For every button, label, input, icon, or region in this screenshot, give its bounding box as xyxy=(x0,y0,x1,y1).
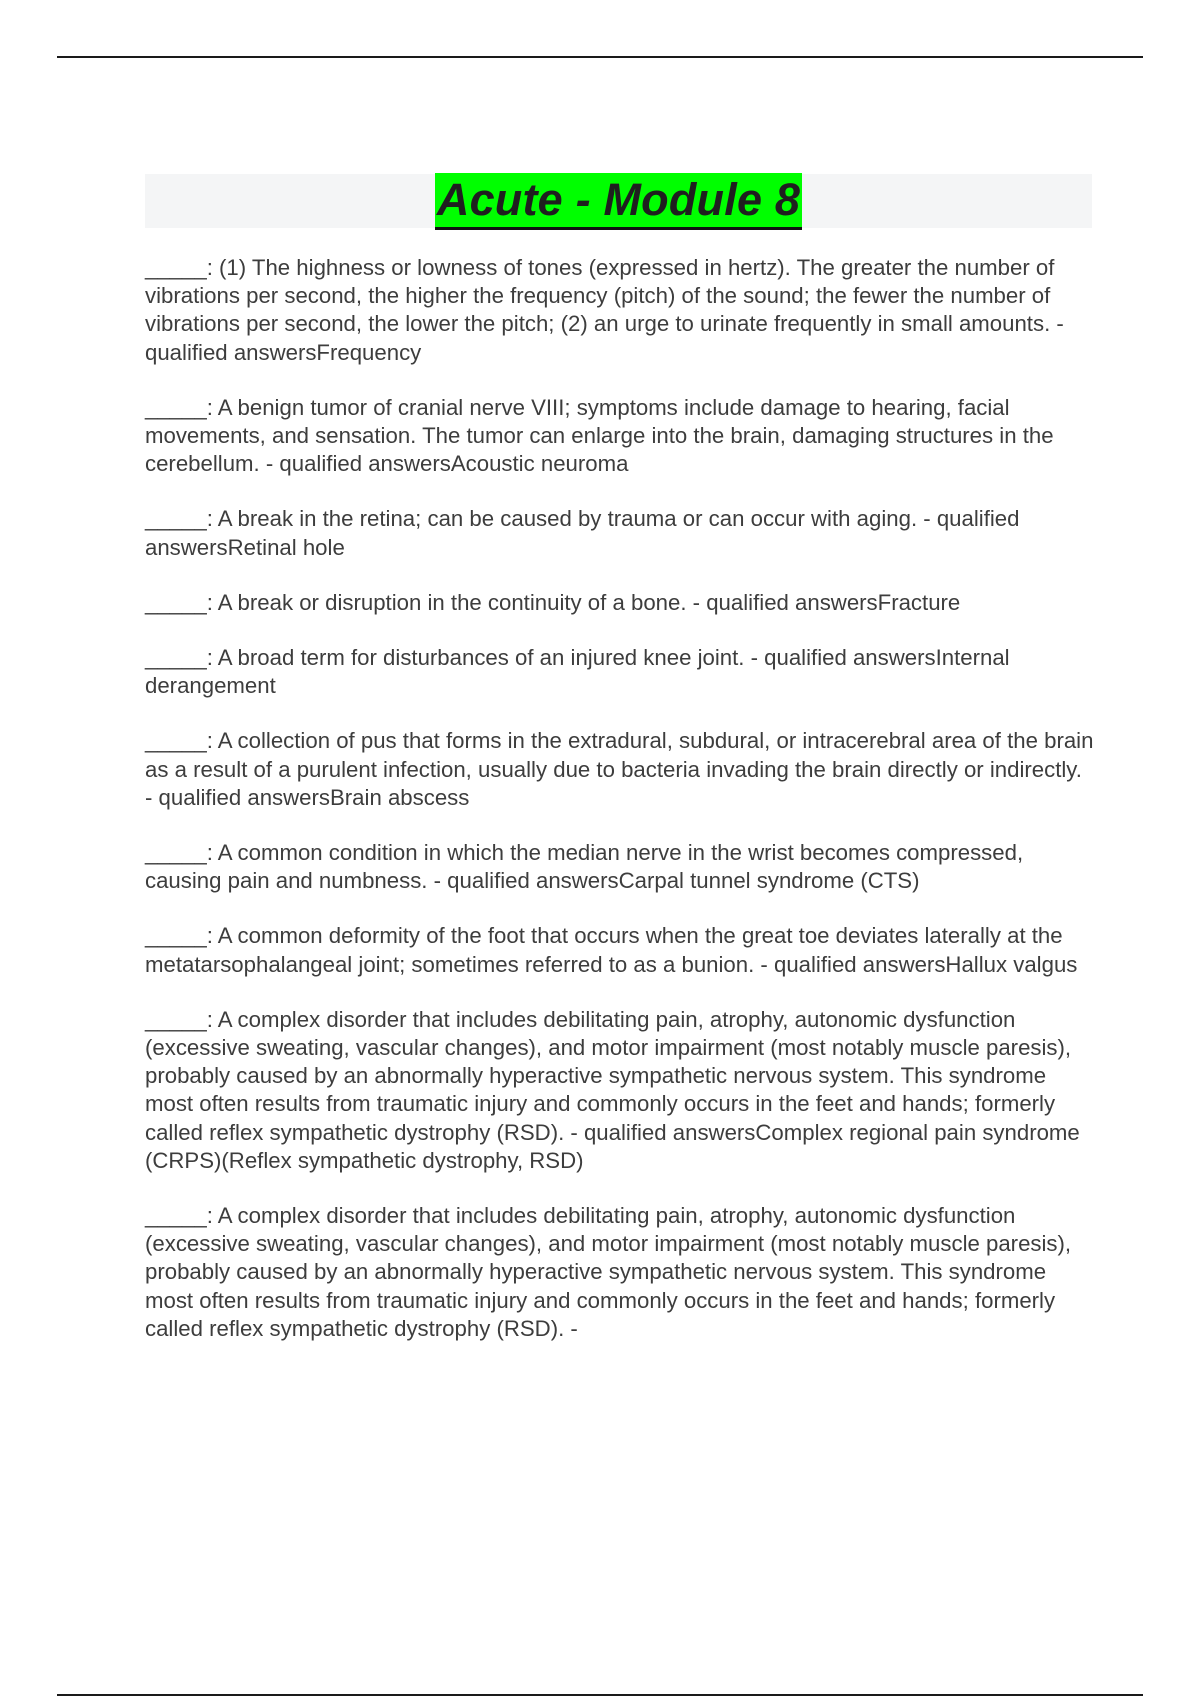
flashcard-entry-8: _____: A common deformity of the foot that occurs when the great toe deviates laterally at the metatarsophalangeal joint; sometimes referred to as a bunion. - qualified answersHallux valgus xyxy=(145,923,1078,977)
flashcard-entry-5: _____: A broad term for disturbances of an injured knee joint. - qualified answersInternal derangement xyxy=(145,645,1010,699)
flashcard-entry-1: _____: (1) The highness or lowness of tones (expressed in hertz). The greater the number of vibrations per second, the higher the frequency (pitch) of the sound; the fewer the number of vibrations per second, the lower the pitch; (2) an urge to urinate frequently in small amounts. - qualified answersFrequency xyxy=(145,255,1064,365)
title-band xyxy=(145,174,1092,228)
flashcard-entry-9: _____: A complex disorder that includes debilitating pain, atrophy, autonomic dysfunction (excessive sweating, vascular changes), and motor impairment (most notably muscle paresis), probably caused by an abnormally hyperactive sympathetic nervous system. This syndrome most often results from traumatic injury and commonly occurs in the feet and hands; formerly called reflex sympathetic dystrophy (RSD). - qualified answersComplex regional pain syndrome (CRPS)(Reflex sympathetic dystrophy, RSD) xyxy=(145,1006,1080,1173)
flashcard-list xyxy=(145,254,1095,1370)
flashcard-entry-10: _____: A complex disorder that includes debilitating pain, atrophy, autonomic dysfunction (excessive sweating, vascular changes), and motor impairment (most notably muscle paresis), probably caused by an abnormally hyperactive sympathetic nervous system. This syndrome most often results from traumatic injury and commonly occurs in the feet and hands; formerly called reflex sympathetic dystrophy (RSD). - xyxy=(145,1203,1072,1341)
flashcard-entry-7: _____: A common condition in which the median nerve in the wrist becomes compressed, causing pain and numbness. - qualified answersCarpal tunnel syndrome (CTS) xyxy=(145,840,1024,894)
header-rule xyxy=(57,56,1143,58)
flashcard-entry-6: _____: A collection of pus that forms in the extradural, subdural, or intracerebral area of the brain as a result of a purulent infection, usually due to bacteria invading the brain directly or indirectly. - qualified answersBrain abscess xyxy=(145,728,1094,810)
page-title: Acute - Module 8 xyxy=(435,173,802,230)
footer-rule xyxy=(57,1694,1143,1696)
flashcard-entry-3: _____: A break in the retina; can be caused by trauma or can occur with aging. - qualified answersRetinal hole xyxy=(145,506,1020,560)
flashcard-entry-4: _____: A break or disruption in the continuity of a bone. - qualified answersFracture xyxy=(145,589,961,615)
flashcard-entry-2: _____: A benign tumor of cranial nerve VIII; symptoms include damage to hearing, facial movements, and sensation. The tumor can enlarge into the brain, damaging structures in the cerebellum. - qualified answersAcoustic neuroma xyxy=(145,394,1054,477)
